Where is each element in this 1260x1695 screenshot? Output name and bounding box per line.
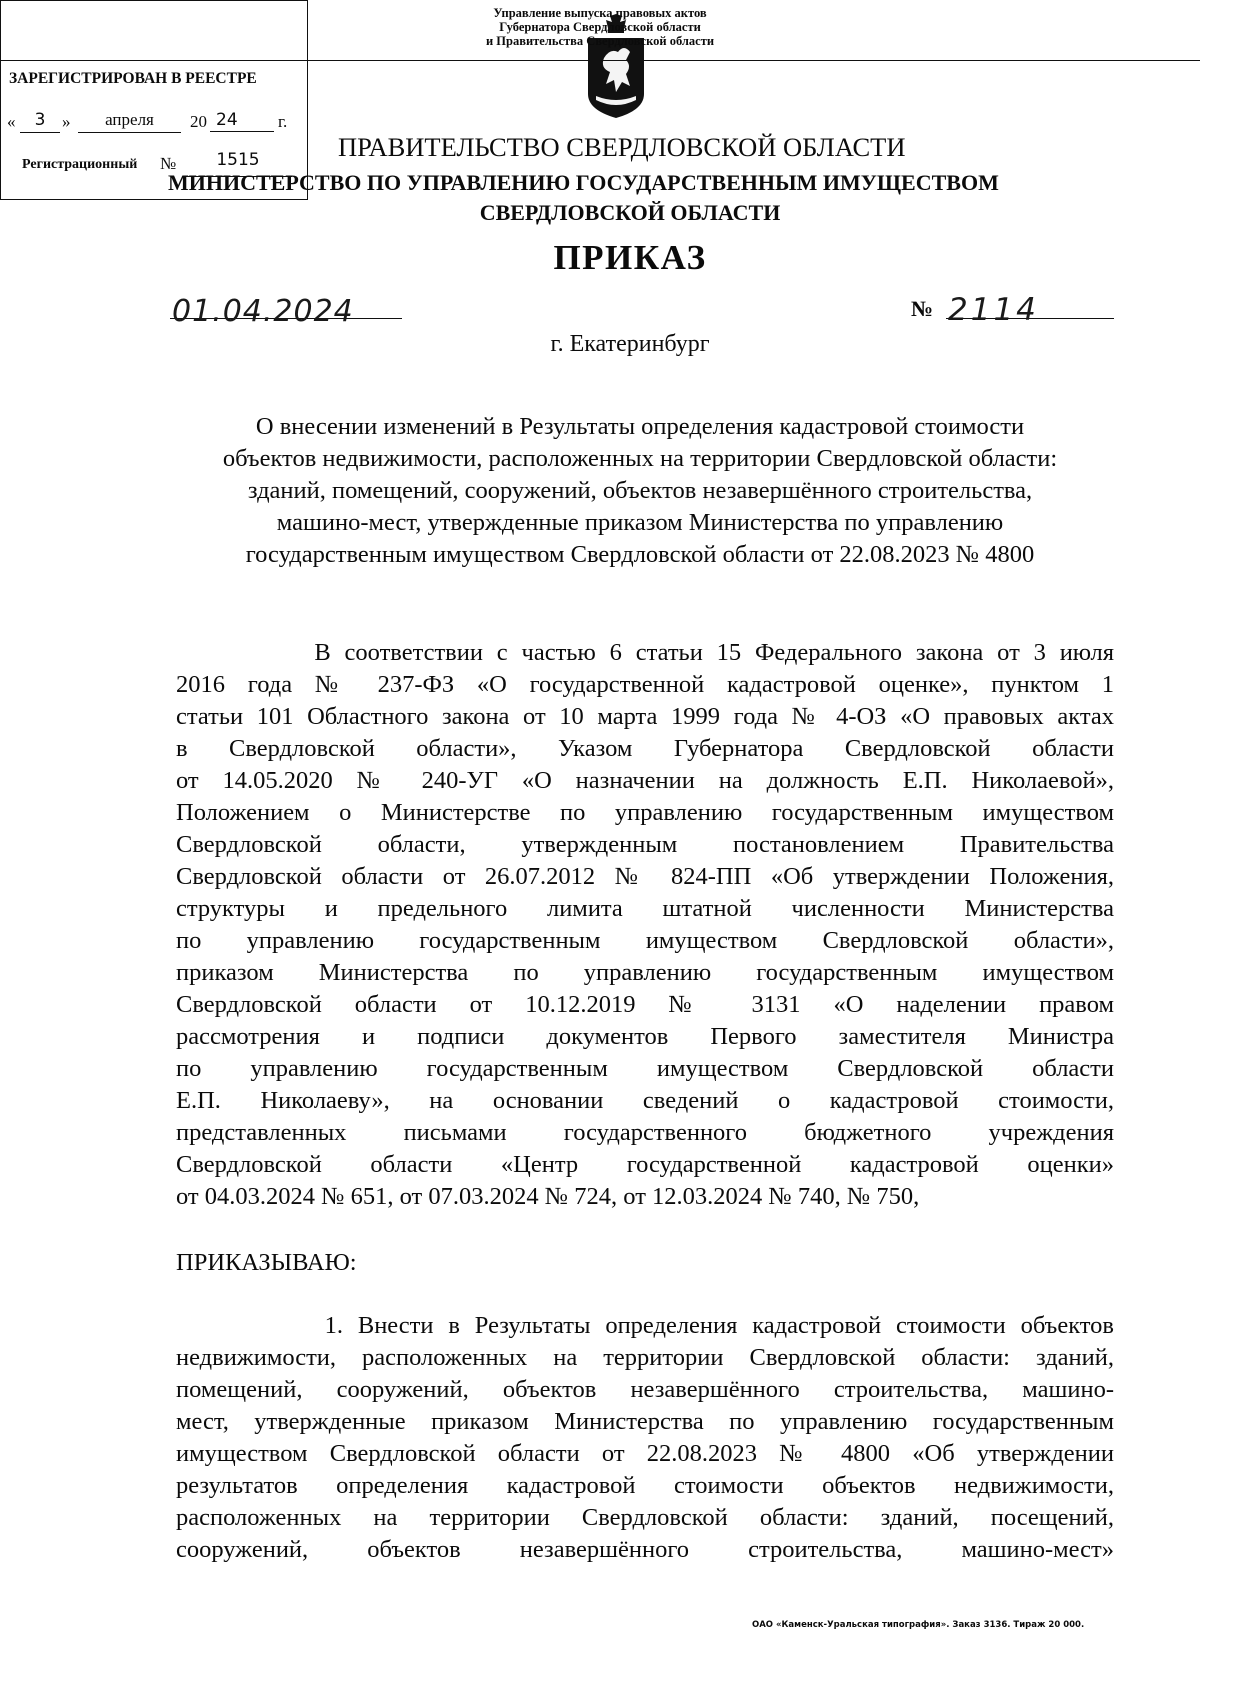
item-1-paragraph (176, 1310, 1114, 1566)
stamp-close-quote: » (62, 112, 71, 131)
paragraph-line: 1. Внести в Результаты определения кадастровой стоимости объектов (176, 1312, 1114, 1339)
stamp-reg-number: 1515 (184, 150, 292, 177)
stamp-header-line: Управление выпуска правовых актов (493, 6, 707, 20)
paragraph-line: рассмотрения и подписи документов Первого заместителя Министра (176, 1023, 1114, 1050)
ministry-name-line: МИНИСТЕРСТВО ПО УПРАВЛЕНИЮ ГОСУДАРСТВЕННЫМ ИМУЩЕСТВОМ (168, 170, 999, 195)
stamp-day: 3 (20, 110, 60, 133)
paragraph-line: по управлению государственным имуществом Свердловской области», (176, 927, 1114, 954)
order-number-handwritten: 2114 (948, 292, 1039, 328)
document-type-title: ПРИКАЗ (553, 238, 707, 277)
paragraph-line: Свердловской области «Центр государственной кадастровой оценки» (176, 1151, 1114, 1178)
order-subject (160, 411, 1120, 571)
paragraph-line: Е.П. Николаеву», на основании сведений о кадастровой стоимости, (176, 1087, 1114, 1114)
paragraph-line: структуры и предельного лимита штатной численности Министерства (176, 895, 1114, 922)
government-title: ПРАВИТЕЛЬСТВО СВЕРДЛОВСКОЙ ОБЛАСТИ (338, 132, 906, 162)
ministry-name-line: СВЕРДЛОВСКОЙ ОБЛАСТИ (479, 200, 781, 225)
paragraph-line: от 04.03.2024 № 651, от 07.03.2024 № 724, от 12.03.2024 № 740, № 750, (176, 1183, 920, 1210)
paragraph-line: результатов определения кадастровой стоимости объектов недвижимости, (176, 1472, 1114, 1499)
stamp-year-unit: г. (278, 112, 288, 131)
stamp-header (0, 6, 1200, 48)
paragraph-line: статьи 101 Областного закона от 10 марта 1999 года № 4-ОЗ «О правовых актах (176, 703, 1114, 730)
paragraph-line: приказом Министерства по управлению государственным имуществом (176, 959, 1114, 986)
paragraph-line: В соответствии с частью 6 статьи 15 Федерального закона от 3 июля (176, 639, 1114, 666)
paragraph-line: недвижимости, расположенных на территории Свердловской области: зданий, (176, 1344, 1114, 1371)
paragraph-line: в Свердловской области», Указом Губернатора Свердловской области (176, 735, 1114, 762)
city-name: г. Екатеринбург (550, 331, 710, 357)
subject-line: объектов недвижимости, расположенных на территории Свердловской области: (222, 445, 1058, 472)
stamp-registered-label: ЗАРЕГИСТРИРОВАН В РЕЕСТРЕ (9, 70, 257, 87)
stamp-reg-label: Регистрационный (22, 157, 138, 172)
stamp-year: 24 (210, 110, 274, 132)
paragraph-line: сооружений, объектов незавершённого строительства, машино-мест» (176, 1536, 1114, 1563)
paragraph-line: от 14.05.2020 № 240-УГ «О назначении на должность Е.П. Николаевой», (176, 767, 1114, 794)
paragraph-line: Свердловской области от 26.07.2012 № 824-ПП «Об утверждении Положения, (176, 863, 1114, 890)
subject-line: государственным имуществом Свердловской области от 22.08.2023 № 4800 (245, 541, 1035, 568)
stamp-divider (0, 60, 1200, 61)
order-date-handwritten: 01.04.2024 (172, 294, 354, 329)
paragraph-line: помещений, сооружений, объектов незавершённого строительства, машино- (176, 1376, 1114, 1403)
order-number-sign: № (911, 296, 934, 321)
paragraph-line: 2016 года № 237-ФЗ «О государственной кадастровой оценке», пунктом 1 (176, 671, 1114, 698)
stamp-num-sign: № (160, 154, 177, 173)
paragraph-line: имуществом Свердловской области от 22.08.2023 № 4800 «Об утверждении (176, 1440, 1114, 1467)
subject-line: машино-мест, утвержденные приказом Министерства по управлению (276, 509, 1004, 536)
paragraph-line: по управлению государственным имуществом Свердловской области (176, 1055, 1114, 1082)
stamp-month: апреля (78, 110, 181, 133)
paragraph-line: мест, утвержденные приказом Министерства по управлению государственным (176, 1408, 1114, 1435)
paragraph-line: расположенных на территории Свердловской области: зданий, посещений, (176, 1504, 1114, 1531)
printer-imprint: ОАО «Каменск-Уральская типография». Заказ 3136. Тираж 20 000. (752, 1620, 1085, 1630)
preamble-paragraph (176, 637, 1114, 1213)
subject-line: О внесении изменений в Результаты определения кадастровой стоимости (255, 413, 1025, 440)
subject-line: зданий, помещений, сооружений, объектов незавершённого строительства, (247, 477, 1033, 504)
paragraph-line: Положением о Министерстве по управлению государственным имуществом (176, 799, 1114, 826)
stamp-header-line: Губернатора Свердловской области (499, 20, 701, 34)
order-word: ПРИКАЗЫВАЮ: (176, 1249, 357, 1276)
paragraph-line: Свердловской области от 10.12.2019 № 3131 «О наделении правом (176, 991, 1114, 1018)
paragraph-line: представленных письмами государственного бюджетного учреждения (176, 1119, 1114, 1146)
stamp-year-prefix: 20 (190, 112, 207, 131)
stamp-open-quote: « (7, 112, 16, 131)
paragraph-line: Свердловской области, утвержденным постановлением Правительства (176, 831, 1114, 858)
stamp-header-line: и Правительства Свердловской области (485, 34, 715, 48)
